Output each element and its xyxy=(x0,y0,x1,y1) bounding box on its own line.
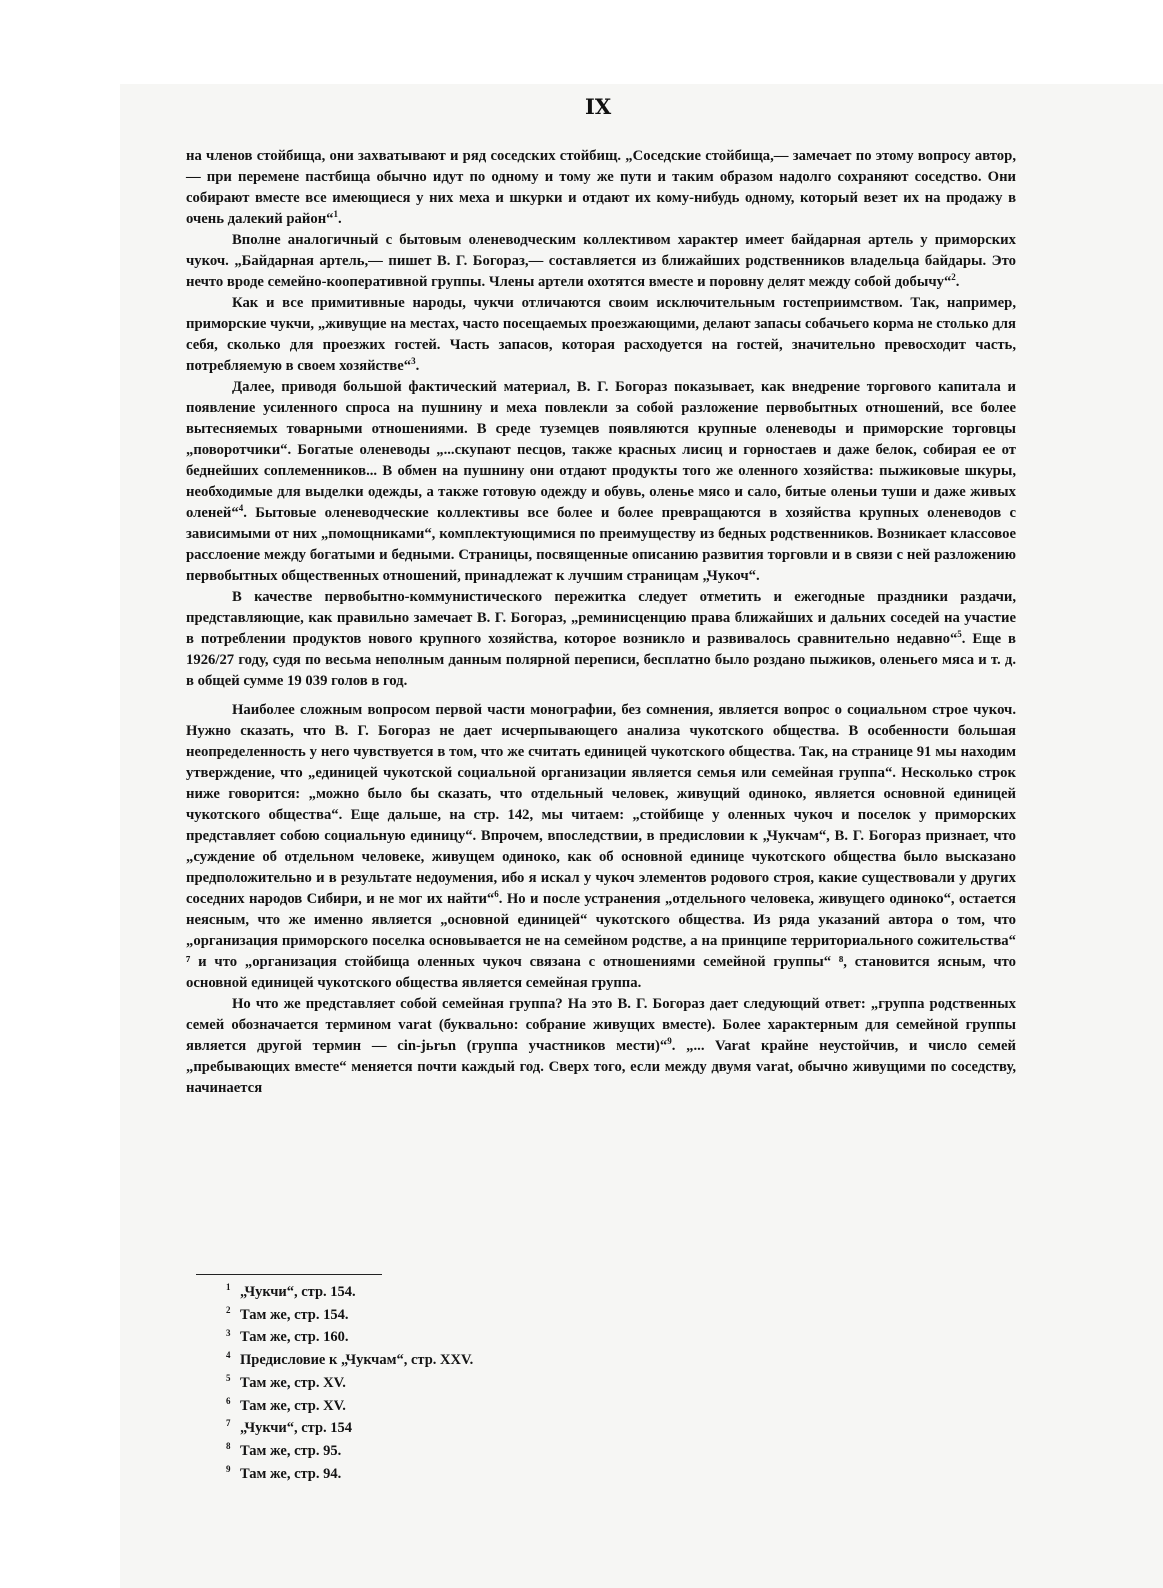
page-number: IX xyxy=(585,94,612,119)
footnote: 3 Там же, стр. 160. xyxy=(226,1327,349,1346)
footnote: 8 Там же, стр. 95. xyxy=(226,1441,342,1459)
paragraph: на членов стойбища, они захватывают и ряд соседских стойбищ. „Соседские стойбища,— замечает по этому вопросу автор,— при перемене пастбища обычно идут по одному и тому же пути и таким образом надолго сохраняют соседство. Они собирают вместе все имеющиеся у них меха и шкурки и отдают их кому-нибудь одному, который везет их на продажу в очень далекий район“$^1$. xyxy=(186,148,1016,227)
footnote: 9 Там же, стр. 94. xyxy=(226,1463,342,1482)
footnote-divider xyxy=(196,1274,382,1275)
body-text xyxy=(186,146,1016,1099)
paragraph: Как и все примитивные народы, чукчи отличаются своим исключительным гостеприимством. Так, например, приморские чукчи, „живущие на местах, часто посещаемых проезжающими, делают запасы собачьего корма не столько для себя, сколько для проезжих гостей. Часть запасов, которая расходуется на гостей, значительно превосходит часть, потребляемую в своем хозяйстве“$^3$. xyxy=(186,295,1016,374)
footnote-ref[interactable]: 9 xyxy=(667,1036,672,1047)
footnote: 2 Там же, стр. 154. xyxy=(226,1304,349,1323)
footnote-ref[interactable]: 5 xyxy=(957,629,962,640)
paragraph: Но что же представляет собой семейная группа? На это В. Г. Богораз дает следующий ответ: „группа родственных семей обозначается термином varat (буквально: собрание живущих вместе). Более характерным для семейной группы является другой термин — cin-jьrьn (группа участников мести)“$^9$. „... Varat крайне неустойчив, и число семей „пребывающих вместе“ меняется почти каждый год. Сверх того, если между двумя varat, обычно живущими по соседству, начинается xyxy=(186,996,1016,1096)
footnote-ref[interactable]: 3 xyxy=(411,356,416,367)
footnote-ref[interactable]: 2 xyxy=(951,272,956,283)
footnote: 7 „Чукчи“, стр. 154 xyxy=(226,1418,353,1437)
footnote: 1 „Чукчи“, стр. 154. xyxy=(226,1282,356,1300)
footnote: 5 Там же, стр. XV. xyxy=(226,1372,346,1391)
paragraph: Вполне аналогичный с бытовым оленеводческим коллективом характер имеет байдарная артель у приморских чукоч. „Байдарная артель,— пишет В. Г. Богораз,— составляется из ближайших родственников владельца байдары. Это нечто вроде семейно-кооперативной группы. Члены артели охотятся вместе и поровну делят между собой добычу“$^2$. xyxy=(186,232,1016,290)
footnote-ref[interactable]: 1 xyxy=(333,209,339,220)
footnotes xyxy=(226,1281,473,1485)
paragraph: Далее, приводя большой фактический материал, В. Г. Богораз показывает, как внедрение торгового капитала и появление усиленного спроса на пушнину и меха повлекли за собой разложение первобытных отношений, все более вытесняемых товарными отношениями. В среде туземцев появляются крупные оленеводы и приморские торговцы „поворотчики“. Богатые оленеводы „...скупают песцов, также красных лисиц и горностаев и даже белок, собирая ее от беднейших соплеменников... В обмен на пушнину они отдают продукты того же оленного хозяйства: пыжиковые шкуры, необходимые для выделки одежды, а также готовую одежду и обувь, оленье мясо и сало, битые оленьи туши и даже живых оленей“$^4$. Бытовые оленеводческие коллективы все более и более превращаются в хозяйства крупных оленеводов с зависимыми от них „помощниками“, комплектующимися по преимуществу из бедных родственников. Возникает классовое расслоение между богатыми и бедными. Страницы, посвященные описанию развития торговли и в связи с ней разложению первобытных общественных отношений, принадлежат к лучшим страницам „Чукоч“. xyxy=(186,379,1016,584)
footnote-ref[interactable]: 4 xyxy=(238,503,244,514)
footnote: 4 Предисловие к „Чукчам“, стр. XXV. xyxy=(226,1350,474,1369)
footnote: 6 Там же, стр. XV. xyxy=(226,1395,346,1414)
paragraph: Наиболее сложным вопросом первой части монографии, без сомнения, является вопрос о социальном строе чукоч. Нужно сказать, что В. Г. Богораз не дает исчерпывающего анализа чукотского общества. В особенности большая неопределенность у него чувствуется в том, что же считать единицей чукотского общества. Так, на странице 91 мы находим утверждение, что „единицей чукотской социальной организации является семья или семейная группа“. Несколько строк ниже говорится: „можно было бы сказать, что отдельный человек, живущий одиноко, является основной единицей чукотского общества“. Еще дальше, на стр. 142, мы читаем: „стойбище у оленных чукоч и поселок у приморских представляет собою социальную единицу“. Впрочем, впоследствии, в предисловии к „Чукчам“, В. Г. Богораз признает, что „суждение об отдельном человеке, живущем одиноко, как об основной единице чукотского общества было высказано предположительно и в результате недоумения, ибо я искал у чукоч элементов родового строя, какие существовали у других соседних народов Сибири, и не мог их найти“$^6$. Но и после устранения „отдельного человека, живущего одиноко“, остается неясным, что же именно является „основной единицей“ чукотского общества. Из ряда указаний автора о том, что „организация приморского поселка основывается не на семейном родстве, а на принципе территориального сожительства“ ⁷ и что „организация стойбища оленных чукоч связана с отношениями семейной группы“ ⁸, становится ясным, что основной единицей чукотского общества является семейная группа. xyxy=(186,702,1016,991)
paragraph: В качестве первобытно-коммунистического пережитка следует отметить и ежегодные праздники раздачи, представляющие, как правильно замечает В. Г. Богораз, „реминисценцию права ближайших и дальних соседей на участие в потреблении продуктов нового крупного хозяйства, которое возникло и развивалось сравнительно недавно“$^5$. Еще в 1926/27 году, судя по весьма неполным данным полярной переписи, бесплатно было роздано пыжиков, оленьего мяса и т. д. в общей сумме 19 039 голов в год. xyxy=(186,589,1016,689)
footnote-ref[interactable]: 6 xyxy=(494,889,499,900)
